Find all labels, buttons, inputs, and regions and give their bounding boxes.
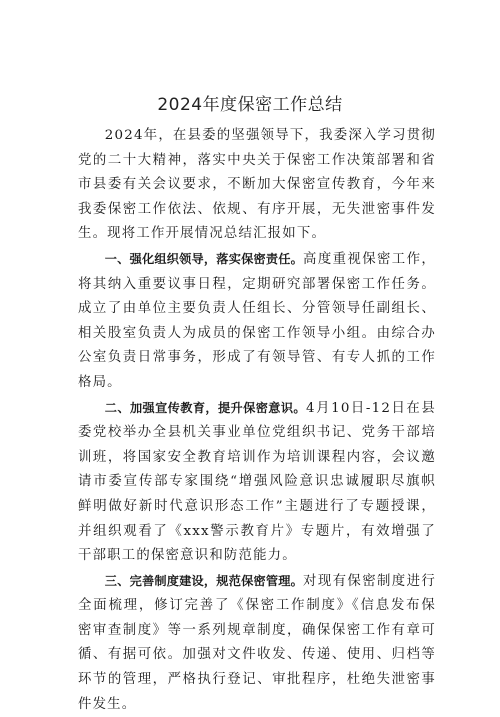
page-title: 2024年度保密工作总结 [157,95,343,115]
paragraph-section-3 [78,569,436,717]
section-heading: 一、强化组织领导，落实保密责任。 [104,251,304,266]
paragraph-text: 对现有保密制度进行全面梳理，修订完善了《保密工作制度》《信息发布保密审查制度》等一系列规章制度，确保保密工作有章可循、有据可依。加强对文件收发、传递、使用、归档等环节的管理，严格执行登记、审批程序，杜绝失泄密事件发生。 [78,573,436,712]
paragraph-section-1 [78,247,436,396]
paragraph-text: 2024年，在县委的坚强领导下，我委深入学习贯彻党的二十大精神，落实中央关于保密工作决策部署和省市县委有关会议要求，不断加大保密宣传教育，今年来我委保密工作依法、依规、有序开展，无失泄密事件发生。现将工作开展情况总结汇报如下。 [78,128,436,242]
paragraph-intro [78,124,436,247]
section-heading: 三、完善制度建设，规范保密管理。 [104,573,304,588]
paragraph-text: 4月10日-12日在县委党校举办全县机关事业单位党组织书记、党务干部培训班，将国家安全教育培训作为培训课程内容，会议邀请市委宣传部专家围绕“增强风险意识忠诚履职尽旗帜鲜明做好新时代意识形态工作”主题进行了专题授课，并组织观看了《xxx警示教育片》专题片，有效增强了干部职工的保密意识和防范能力。 [78,400,437,564]
document-body [78,124,436,717]
section-heading: 二、加强宣传教育，提升保密意识。 [104,400,307,415]
paragraph-text: 高度重视保密工作，将其纳入重要议事日程，定期研究部署保密工作任务。成立了由单位主要负责人任组长、分管领导任副组长、相关股室负责人为成员的保密工作领导小组。由综合办公室负责日常事务，形成了有领导管、有专人抓的工作格局。 [78,251,436,390]
paragraph-section-2 [78,396,436,569]
